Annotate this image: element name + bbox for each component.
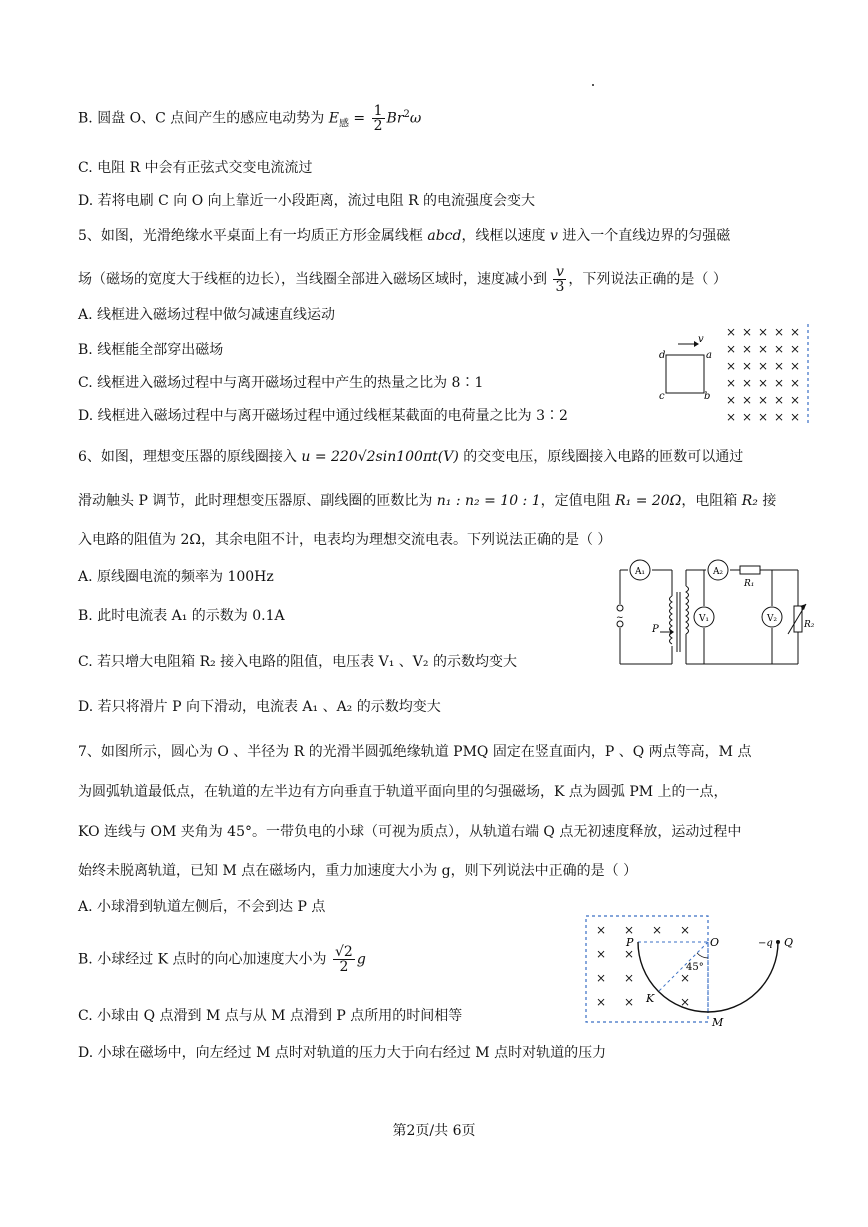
stray-dot <box>592 84 594 86</box>
ac-source-icon: ~ <box>616 613 624 623</box>
angle-label: 45° <box>686 962 704 973</box>
label-c: c <box>659 391 665 402</box>
field-cross-icon: × <box>726 410 737 424</box>
field-cross-icon: × <box>742 393 753 407</box>
field-cross-icon: × <box>774 359 785 373</box>
field-cross-icon: × <box>742 359 753 373</box>
field-cross-icon: × <box>624 923 635 937</box>
label-b: b <box>704 391 711 402</box>
q6-circuit-figure <box>608 556 815 672</box>
field-cross-icon: × <box>596 923 607 937</box>
field-cross-icon: × <box>790 393 801 407</box>
q7-stem-line4: 始终未脱离轨道，已知 M 点在磁场内，重力加速度大小为 g，则下列说法中正确的是（ ） <box>78 863 638 879</box>
ammeter-a2: A₂ <box>712 567 724 577</box>
field-cross-icon: × <box>680 995 691 1009</box>
field-cross-icon: × <box>742 325 753 339</box>
field-cross-icon: × <box>726 359 737 373</box>
field-cross-icon: × <box>596 947 607 961</box>
voltmeter-v2: V₂ <box>766 614 778 624</box>
field-cross-icon: × <box>726 325 737 339</box>
q4-option-c: C. 电阻 R 中会有正弦式交变电流流过 <box>78 160 313 176</box>
q7-option-b: B. 小球经过 K 点时的向心加速度大小为 $\frac{√2}{2}$ g <box>78 944 366 975</box>
q5-option-c: C. 线框进入磁场过程中与离开磁场过程中产生的热量之比为 8∶1 <box>78 375 484 391</box>
field-cross-icon: × <box>758 359 769 373</box>
label-d: d <box>659 350 666 361</box>
magnetic-field-crosses <box>596 923 690 1009</box>
field-cross-icon: × <box>758 342 769 356</box>
fraction-v-third: $\frac{v}{3}$ <box>555 264 565 295</box>
slider-p-label: P <box>652 624 659 635</box>
resistor-r2-label: R₂ <box>804 620 815 630</box>
field-cross-icon: × <box>774 410 785 424</box>
field-cross-icon: × <box>790 410 801 424</box>
field-cross-icon: × <box>624 947 635 961</box>
point-q-label: Q <box>784 936 794 949</box>
q6-option-a: A. 原线圈电流的频率为 100Hz <box>78 569 274 585</box>
field-cross-icon: × <box>624 971 635 985</box>
q7-stem-line2: 为圆弧轨道最低点，在轨道的左半边有方向垂直于轨道平面向里的匀强磁场，K 点为圆弧 PM 上的一点， <box>78 784 728 800</box>
magnetic-field-crosses <box>726 325 800 424</box>
q6-option-d: D. 若只将滑片 P 向下滑动，电流表 A₁ 、A₂ 的示数均变大 <box>78 699 441 715</box>
point-k-label: K <box>646 992 655 1005</box>
field-cross-icon: × <box>726 376 737 390</box>
q7-figure <box>580 912 810 1032</box>
field-cross-icon: × <box>790 376 801 390</box>
page-footer: 第2页/共 6页 <box>392 1123 476 1139</box>
field-cross-icon: × <box>742 410 753 424</box>
field-cross-icon: × <box>624 995 635 1009</box>
label-v: v <box>698 334 704 345</box>
q7-option-c: C. 小球由 Q 点滑到 M 点与从 M 点滑到 P 点所用的时间相等 <box>78 1008 463 1024</box>
q6-stem-line3: 入电路的阻值为 2Ω，其余电阻不计，电表均为理想交流电表。下列说法正确的是（ ） <box>78 532 612 548</box>
point-m-label: M <box>712 1016 724 1029</box>
charge-label: −q <box>758 938 773 949</box>
field-cross-icon: × <box>758 325 769 339</box>
q7-stem-line1: 7、如图所示，圆心为 O 、半径为 R 的光滑半圆弧绝缘轨道 PMQ 固定在竖直面内，P 、Q 两点等高，M 点 <box>78 744 752 760</box>
field-cross-icon: × <box>790 325 801 339</box>
q5-option-a: A. 线框进入磁场过程中做匀减速直线运动 <box>78 307 336 323</box>
q5-stem-line1: 5、如图，光滑绝缘水平桌面上有一均质正方形金属线框 abcd，线框以速度 v 进入一个直线边界的匀强磁 <box>78 228 731 244</box>
q6-stem-line1: 6、如图，理想变压器的原线圈接入 u = 220√2sin100πt(V) 的交变电压，原线圈接入电路的匝数可以通过 <box>78 449 744 465</box>
q6-stem-line2: 滑动触头 P 调节，此时理想变压器原、副线圈的匝数比为 n₁ : n₂ = 10 : 1，定值电阻 R₁ = 20Ω，电阻箱 R₂ 接 <box>78 493 777 509</box>
q5-option-b: B. 线框能全部穿出磁场 <box>78 342 224 358</box>
q7-option-a: A. 小球滑到轨道左侧后，不会到达 P 点 <box>78 899 326 915</box>
field-cross-icon: × <box>652 923 663 937</box>
field-cross-icon: × <box>758 410 769 424</box>
q4-option-d: D. 若将电刷 C 向 O 向上靠近一小段距离，流过电阻 R 的电流强度会变大 <box>78 193 536 209</box>
field-cross-icon: × <box>726 342 737 356</box>
q4-option-b: B. 圆盘 O、C 点间产生的感应电动势为 $E_感$ = $\frac{1}{2}$ Br$^2$ω <box>78 103 422 134</box>
resistor-r1-label: R₁ <box>744 579 755 589</box>
q7-option-d: D. 小球在磁场中，向左经过 M 点时对轨道的压力大于向右经过 M 点时对轨道的压力 <box>78 1045 607 1061</box>
field-cross-icon: × <box>742 376 753 390</box>
point-p-label: P <box>626 936 634 949</box>
q7-stem-line3: KO 连线与 OM 夹角为 45°。一带负电的小球（可视为质点），从轨道右端 Q 点无初速度释放，运动过程中 <box>78 824 742 840</box>
q5-stem-line2: 场（磁场的宽度大于线框的边长），当线圈全部进入磁场区域时，速度减小到 $\frac{v}{3}$ ，下列说法正确的是（ ） <box>78 264 727 295</box>
field-cross-icon: × <box>596 971 607 985</box>
q5-figure <box>650 320 815 430</box>
fraction-sqrt2-half: $\frac{√2}{2}$ <box>335 944 353 975</box>
field-cross-icon: × <box>790 342 801 356</box>
field-cross-icon: × <box>726 393 737 407</box>
point-o-label: O <box>710 936 720 949</box>
field-cross-icon: × <box>742 342 753 356</box>
field-cross-icon: × <box>774 325 785 339</box>
field-cross-icon: × <box>774 342 785 356</box>
q5-option-d: D. 线框进入磁场过程中与离开磁场过程中通过线框某截面的电荷量之比为 3∶2 <box>78 408 568 424</box>
field-cross-icon: × <box>680 971 691 985</box>
field-cross-icon: × <box>596 995 607 1009</box>
field-cross-icon: × <box>774 393 785 407</box>
field-cross-icon: × <box>758 376 769 390</box>
field-cross-icon: × <box>790 359 801 373</box>
field-cross-icon: × <box>680 923 691 937</box>
q6-option-c: C. 若只增大电阻箱 R₂ 接入电路的阻值，电压表 V₁ 、V₂ 的示数均变大 <box>78 654 517 670</box>
fraction-half: $\frac{1}{2}$ <box>373 103 383 134</box>
field-cross-icon: × <box>758 393 769 407</box>
q6-option-b: B. 此时电流表 A₁ 的示数为 0.1A <box>78 608 285 624</box>
ammeter-a1: A₁ <box>634 567 646 577</box>
label-a: a <box>706 350 712 361</box>
voltmeter-v1: V₁ <box>698 614 710 624</box>
field-cross-icon: × <box>774 376 785 390</box>
